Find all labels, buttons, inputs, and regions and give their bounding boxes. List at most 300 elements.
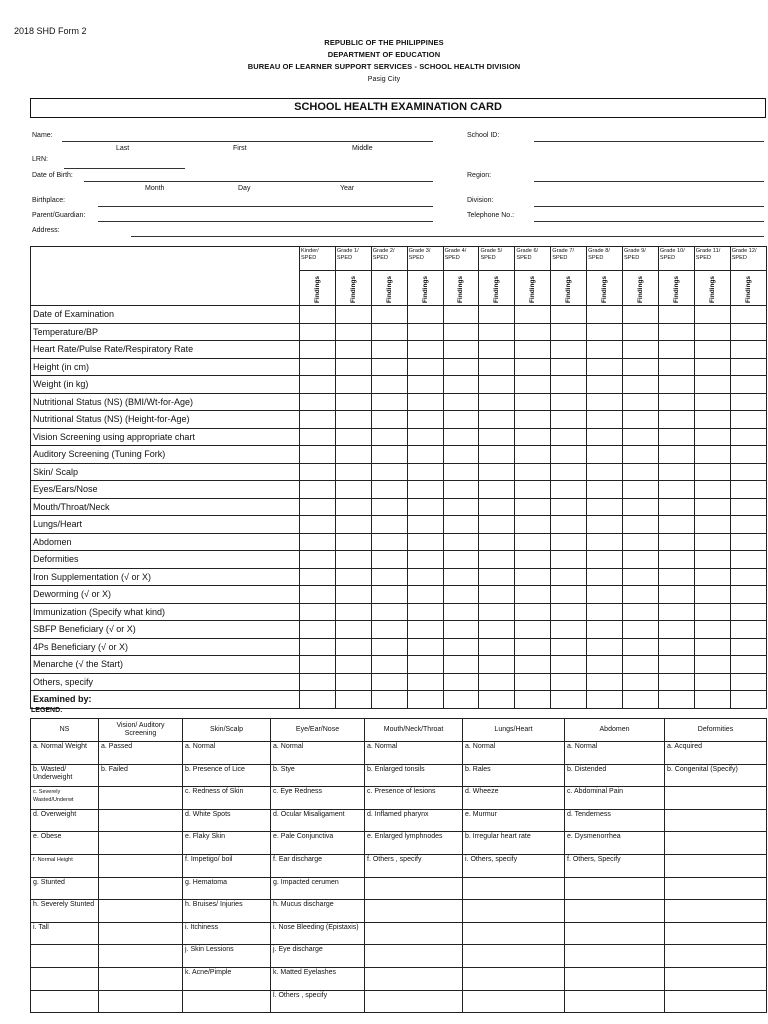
entry-cell[interactable]: [551, 358, 587, 376]
entry-cell[interactable]: [551, 516, 587, 534]
entry-cell[interactable]: [335, 358, 371, 376]
entry-cell[interactable]: [623, 341, 659, 359]
entry-cell[interactable]: [694, 376, 730, 394]
entry-cell[interactable]: [407, 498, 443, 516]
entry-cell[interactable]: [730, 516, 766, 534]
entry-cell[interactable]: [335, 691, 371, 709]
entry-cell[interactable]: [371, 481, 407, 499]
entry-cell[interactable]: [371, 603, 407, 621]
entry-cell[interactable]: [300, 376, 336, 394]
entry-cell[interactable]: [371, 691, 407, 709]
entry-cell[interactable]: [694, 481, 730, 499]
entry-cell[interactable]: [443, 516, 479, 534]
entry-cell[interactable]: [623, 638, 659, 656]
entry-cell[interactable]: [335, 323, 371, 341]
entry-cell[interactable]: [407, 323, 443, 341]
entry-cell[interactable]: [587, 446, 623, 464]
entry-cell[interactable]: [335, 376, 371, 394]
entry-cell[interactable]: [658, 376, 694, 394]
entry-cell[interactable]: [479, 498, 515, 516]
entry-cell[interactable]: [623, 323, 659, 341]
entry-cell[interactable]: [300, 306, 336, 324]
entry-cell[interactable]: [730, 498, 766, 516]
entry-cell[interactable]: [371, 621, 407, 639]
entry-cell[interactable]: [371, 341, 407, 359]
entry-cell[interactable]: [551, 481, 587, 499]
entry-cell[interactable]: [694, 428, 730, 446]
entry-cell[interactable]: [443, 691, 479, 709]
entry-cell[interactable]: [730, 481, 766, 499]
entry-cell[interactable]: [515, 621, 551, 639]
entry-cell[interactable]: [300, 498, 336, 516]
entry-cell[interactable]: [658, 411, 694, 429]
entry-cell[interactable]: [300, 463, 336, 481]
entry-cell[interactable]: [479, 376, 515, 394]
entry-cell[interactable]: [443, 376, 479, 394]
entry-cell[interactable]: [730, 603, 766, 621]
region-field[interactable]: [534, 181, 764, 182]
entry-cell[interactable]: [479, 673, 515, 691]
entry-cell[interactable]: [443, 533, 479, 551]
entry-cell[interactable]: [694, 323, 730, 341]
entry-cell[interactable]: [335, 656, 371, 674]
entry-cell[interactable]: [551, 341, 587, 359]
entry-cell[interactable]: [479, 638, 515, 656]
entry-cell[interactable]: [515, 656, 551, 674]
entry-cell[interactable]: [443, 621, 479, 639]
entry-cell[interactable]: [407, 533, 443, 551]
entry-cell[interactable]: [335, 428, 371, 446]
entry-cell[interactable]: [407, 586, 443, 604]
entry-cell[interactable]: [730, 586, 766, 604]
entry-cell[interactable]: [479, 358, 515, 376]
entry-cell[interactable]: [587, 533, 623, 551]
entry-cell[interactable]: [587, 568, 623, 586]
entry-cell[interactable]: [479, 306, 515, 324]
entry-cell[interactable]: [623, 498, 659, 516]
entry-cell[interactable]: [587, 358, 623, 376]
entry-cell[interactable]: [407, 393, 443, 411]
entry-cell[interactable]: [587, 603, 623, 621]
entry-cell[interactable]: [587, 393, 623, 411]
entry-cell[interactable]: [335, 463, 371, 481]
entry-cell[interactable]: [479, 323, 515, 341]
entry-cell[interactable]: [551, 446, 587, 464]
entry-cell[interactable]: [551, 323, 587, 341]
entry-cell[interactable]: [694, 673, 730, 691]
entry-cell[interactable]: [335, 516, 371, 534]
entry-cell[interactable]: [443, 446, 479, 464]
entry-cell[interactable]: [587, 481, 623, 499]
entry-cell[interactable]: [694, 463, 730, 481]
entry-cell[interactable]: [515, 638, 551, 656]
entry-cell[interactable]: [730, 446, 766, 464]
entry-cell[interactable]: [623, 358, 659, 376]
entry-cell[interactable]: [551, 306, 587, 324]
entry-cell[interactable]: [694, 306, 730, 324]
entry-cell[interactable]: [443, 393, 479, 411]
entry-cell[interactable]: [694, 411, 730, 429]
entry-cell[interactable]: [335, 446, 371, 464]
entry-cell[interactable]: [694, 516, 730, 534]
guardian-field[interactable]: [98, 221, 433, 222]
entry-cell[interactable]: [335, 341, 371, 359]
entry-cell[interactable]: [479, 446, 515, 464]
lrn-field[interactable]: [64, 168, 185, 169]
entry-cell[interactable]: [300, 568, 336, 586]
entry-cell[interactable]: [623, 428, 659, 446]
entry-cell[interactable]: [551, 586, 587, 604]
entry-cell[interactable]: [515, 586, 551, 604]
entry-cell[interactable]: [515, 341, 551, 359]
entry-cell[interactable]: [443, 638, 479, 656]
entry-cell[interactable]: [479, 516, 515, 534]
entry-cell[interactable]: [658, 533, 694, 551]
entry-cell[interactable]: [587, 306, 623, 324]
entry-cell[interactable]: [479, 621, 515, 639]
entry-cell[interactable]: [371, 463, 407, 481]
entry-cell[interactable]: [371, 446, 407, 464]
entry-cell[interactable]: [515, 463, 551, 481]
entry-cell[interactable]: [658, 603, 694, 621]
entry-cell[interactable]: [623, 446, 659, 464]
entry-cell[interactable]: [335, 393, 371, 411]
entry-cell[interactable]: [479, 341, 515, 359]
entry-cell[interactable]: [407, 691, 443, 709]
entry-cell[interactable]: [551, 621, 587, 639]
entry-cell[interactable]: [515, 306, 551, 324]
entry-cell[interactable]: [335, 481, 371, 499]
entry-cell[interactable]: [407, 481, 443, 499]
entry-cell[interactable]: [623, 603, 659, 621]
entry-cell[interactable]: [443, 656, 479, 674]
entry-cell[interactable]: [658, 481, 694, 499]
entry-cell[interactable]: [658, 551, 694, 569]
entry-cell[interactable]: [335, 586, 371, 604]
entry-cell[interactable]: [730, 428, 766, 446]
entry-cell[interactable]: [443, 341, 479, 359]
entry-cell[interactable]: [730, 533, 766, 551]
entry-cell[interactable]: [587, 376, 623, 394]
entry-cell[interactable]: [623, 656, 659, 674]
entry-cell[interactable]: [658, 498, 694, 516]
entry-cell[interactable]: [623, 551, 659, 569]
entry-cell[interactable]: [371, 586, 407, 604]
entry-cell[interactable]: [371, 656, 407, 674]
entry-cell[interactable]: [587, 428, 623, 446]
entry-cell[interactable]: [407, 446, 443, 464]
entry-cell[interactable]: [479, 411, 515, 429]
entry-cell[interactable]: [623, 586, 659, 604]
entry-cell[interactable]: [658, 341, 694, 359]
entry-cell[interactable]: [623, 516, 659, 534]
entry-cell[interactable]: [443, 306, 479, 324]
entry-cell[interactable]: [515, 481, 551, 499]
entry-cell[interactable]: [479, 656, 515, 674]
entry-cell[interactable]: [551, 673, 587, 691]
entry-cell[interactable]: [694, 446, 730, 464]
entry-cell[interactable]: [407, 656, 443, 674]
entry-cell[interactable]: [300, 638, 336, 656]
entry-cell[interactable]: [300, 481, 336, 499]
entry-cell[interactable]: [694, 691, 730, 709]
entry-cell[interactable]: [515, 358, 551, 376]
entry-cell[interactable]: [658, 306, 694, 324]
entry-cell[interactable]: [515, 533, 551, 551]
entry-cell[interactable]: [335, 673, 371, 691]
entry-cell[interactable]: [730, 673, 766, 691]
dob-field[interactable]: [84, 181, 433, 182]
entry-cell[interactable]: [694, 498, 730, 516]
entry-cell[interactable]: [623, 463, 659, 481]
entry-cell[interactable]: [694, 358, 730, 376]
entry-cell[interactable]: [371, 638, 407, 656]
entry-cell[interactable]: [371, 551, 407, 569]
entry-cell[interactable]: [623, 306, 659, 324]
entry-cell[interactable]: [335, 621, 371, 639]
entry-cell[interactable]: [371, 516, 407, 534]
entry-cell[interactable]: [515, 393, 551, 411]
entry-cell[interactable]: [371, 533, 407, 551]
entry-cell[interactable]: [515, 551, 551, 569]
entry-cell[interactable]: [371, 306, 407, 324]
entry-cell[interactable]: [730, 621, 766, 639]
entry-cell[interactable]: [694, 656, 730, 674]
entry-cell[interactable]: [551, 568, 587, 586]
division-field[interactable]: [534, 206, 764, 207]
entry-cell[interactable]: [443, 411, 479, 429]
entry-cell[interactable]: [407, 673, 443, 691]
entry-cell[interactable]: [623, 568, 659, 586]
entry-cell[interactable]: [479, 586, 515, 604]
entry-cell[interactable]: [515, 323, 551, 341]
entry-cell[interactable]: [407, 428, 443, 446]
entry-cell[interactable]: [587, 586, 623, 604]
entry-cell[interactable]: [551, 393, 587, 411]
entry-cell[interactable]: [623, 533, 659, 551]
entry-cell[interactable]: [730, 376, 766, 394]
entry-cell[interactable]: [587, 673, 623, 691]
entry-cell[interactable]: [300, 551, 336, 569]
entry-cell[interactable]: [407, 376, 443, 394]
entry-cell[interactable]: [407, 463, 443, 481]
entry-cell[interactable]: [587, 411, 623, 429]
entry-cell[interactable]: [587, 463, 623, 481]
entry-cell[interactable]: [371, 376, 407, 394]
entry-cell[interactable]: [551, 691, 587, 709]
entry-cell[interactable]: [335, 638, 371, 656]
entry-cell[interactable]: [443, 323, 479, 341]
entry-cell[interactable]: [658, 638, 694, 656]
entry-cell[interactable]: [335, 411, 371, 429]
entry-cell[interactable]: [658, 516, 694, 534]
entry-cell[interactable]: [623, 621, 659, 639]
entry-cell[interactable]: [515, 691, 551, 709]
entry-cell[interactable]: [623, 411, 659, 429]
entry-cell[interactable]: [300, 533, 336, 551]
entry-cell[interactable]: [587, 341, 623, 359]
entry-cell[interactable]: [587, 656, 623, 674]
entry-cell[interactable]: [623, 481, 659, 499]
entry-cell[interactable]: [300, 621, 336, 639]
entry-cell[interactable]: [300, 393, 336, 411]
birthplace-field[interactable]: [98, 206, 433, 207]
entry-cell[interactable]: [587, 323, 623, 341]
entry-cell[interactable]: [335, 533, 371, 551]
entry-cell[interactable]: [551, 376, 587, 394]
entry-cell[interactable]: [658, 568, 694, 586]
entry-cell[interactable]: [407, 516, 443, 534]
entry-cell[interactable]: [694, 341, 730, 359]
entry-cell[interactable]: [479, 568, 515, 586]
entry-cell[interactable]: [479, 428, 515, 446]
entry-cell[interactable]: [658, 446, 694, 464]
entry-cell[interactable]: [300, 446, 336, 464]
entry-cell[interactable]: [730, 358, 766, 376]
entry-cell[interactable]: [443, 603, 479, 621]
entry-cell[interactable]: [443, 428, 479, 446]
entry-cell[interactable]: [371, 498, 407, 516]
entry-cell[interactable]: [443, 481, 479, 499]
entry-cell[interactable]: [730, 411, 766, 429]
entry-cell[interactable]: [730, 306, 766, 324]
entry-cell[interactable]: [479, 481, 515, 499]
entry-cell[interactable]: [730, 568, 766, 586]
entry-cell[interactable]: [515, 498, 551, 516]
entry-cell[interactable]: [407, 638, 443, 656]
entry-cell[interactable]: [300, 603, 336, 621]
entry-cell[interactable]: [515, 568, 551, 586]
entry-cell[interactable]: [730, 551, 766, 569]
entry-cell[interactable]: [371, 393, 407, 411]
entry-cell[interactable]: [515, 446, 551, 464]
entry-cell[interactable]: [730, 323, 766, 341]
entry-cell[interactable]: [658, 621, 694, 639]
entry-cell[interactable]: [443, 568, 479, 586]
entry-cell[interactable]: [658, 323, 694, 341]
entry-cell[interactable]: [479, 691, 515, 709]
entry-cell[interactable]: [335, 306, 371, 324]
entry-cell[interactable]: [515, 428, 551, 446]
entry-cell[interactable]: [694, 621, 730, 639]
entry-cell[interactable]: [407, 568, 443, 586]
entry-cell[interactable]: [730, 463, 766, 481]
entry-cell[interactable]: [407, 621, 443, 639]
entry-cell[interactable]: [551, 498, 587, 516]
entry-cell[interactable]: [551, 533, 587, 551]
entry-cell[interactable]: [587, 551, 623, 569]
entry-cell[interactable]: [658, 358, 694, 376]
entry-cell[interactable]: [587, 691, 623, 709]
entry-cell[interactable]: [551, 551, 587, 569]
telephone-field[interactable]: [534, 221, 764, 222]
entry-cell[interactable]: [407, 358, 443, 376]
entry-cell[interactable]: [300, 341, 336, 359]
entry-cell[interactable]: [479, 603, 515, 621]
entry-cell[interactable]: [300, 656, 336, 674]
entry-cell[interactable]: [587, 638, 623, 656]
entry-cell[interactable]: [694, 603, 730, 621]
entry-cell[interactable]: [407, 341, 443, 359]
entry-cell[interactable]: [407, 411, 443, 429]
entry-cell[interactable]: [300, 358, 336, 376]
entry-cell[interactable]: [300, 428, 336, 446]
entry-cell[interactable]: [407, 551, 443, 569]
entry-cell[interactable]: [658, 673, 694, 691]
entry-cell[interactable]: [300, 411, 336, 429]
entry-cell[interactable]: [335, 498, 371, 516]
entry-cell[interactable]: [371, 323, 407, 341]
entry-cell[interactable]: [371, 411, 407, 429]
entry-cell[interactable]: [479, 533, 515, 551]
entry-cell[interactable]: [335, 551, 371, 569]
entry-cell[interactable]: [407, 306, 443, 324]
entry-cell[interactable]: [479, 551, 515, 569]
entry-cell[interactable]: [587, 498, 623, 516]
entry-cell[interactable]: [658, 428, 694, 446]
entry-cell[interactable]: [658, 656, 694, 674]
entry-cell[interactable]: [335, 603, 371, 621]
entry-cell[interactable]: [335, 568, 371, 586]
entry-cell[interactable]: [551, 428, 587, 446]
school-id-field[interactable]: [534, 141, 764, 142]
entry-cell[interactable]: [730, 341, 766, 359]
entry-cell[interactable]: [515, 603, 551, 621]
entry-cell[interactable]: [443, 586, 479, 604]
entry-cell[interactable]: [407, 603, 443, 621]
entry-cell[interactable]: [300, 323, 336, 341]
entry-cell[interactable]: [371, 673, 407, 691]
entry-cell[interactable]: [694, 586, 730, 604]
entry-cell[interactable]: [515, 376, 551, 394]
entry-cell[interactable]: [658, 691, 694, 709]
entry-cell[interactable]: [551, 638, 587, 656]
entry-cell[interactable]: [515, 411, 551, 429]
entry-cell[interactable]: [515, 516, 551, 534]
entry-cell[interactable]: [730, 691, 766, 709]
entry-cell[interactable]: [623, 691, 659, 709]
entry-cell[interactable]: [623, 376, 659, 394]
entry-cell[interactable]: [300, 586, 336, 604]
entry-cell[interactable]: [623, 673, 659, 691]
entry-cell[interactable]: [587, 621, 623, 639]
entry-cell[interactable]: [371, 568, 407, 586]
entry-cell[interactable]: [658, 463, 694, 481]
entry-cell[interactable]: [371, 358, 407, 376]
entry-cell[interactable]: [730, 638, 766, 656]
entry-cell[interactable]: [551, 656, 587, 674]
name-field[interactable]: [62, 141, 433, 142]
entry-cell[interactable]: [694, 568, 730, 586]
entry-cell[interactable]: [551, 603, 587, 621]
entry-cell[interactable]: [551, 411, 587, 429]
entry-cell[interactable]: [443, 498, 479, 516]
entry-cell[interactable]: [658, 393, 694, 411]
entry-cell[interactable]: [694, 551, 730, 569]
entry-cell[interactable]: [515, 673, 551, 691]
entry-cell[interactable]: [371, 428, 407, 446]
entry-cell[interactable]: [300, 673, 336, 691]
entry-cell[interactable]: [730, 656, 766, 674]
entry-cell[interactable]: [443, 463, 479, 481]
entry-cell[interactable]: [587, 516, 623, 534]
entry-cell[interactable]: [730, 393, 766, 411]
address-field[interactable]: [131, 236, 764, 237]
entry-cell[interactable]: [443, 673, 479, 691]
entry-cell[interactable]: [300, 691, 336, 709]
entry-cell[interactable]: [551, 463, 587, 481]
entry-cell[interactable]: [694, 638, 730, 656]
